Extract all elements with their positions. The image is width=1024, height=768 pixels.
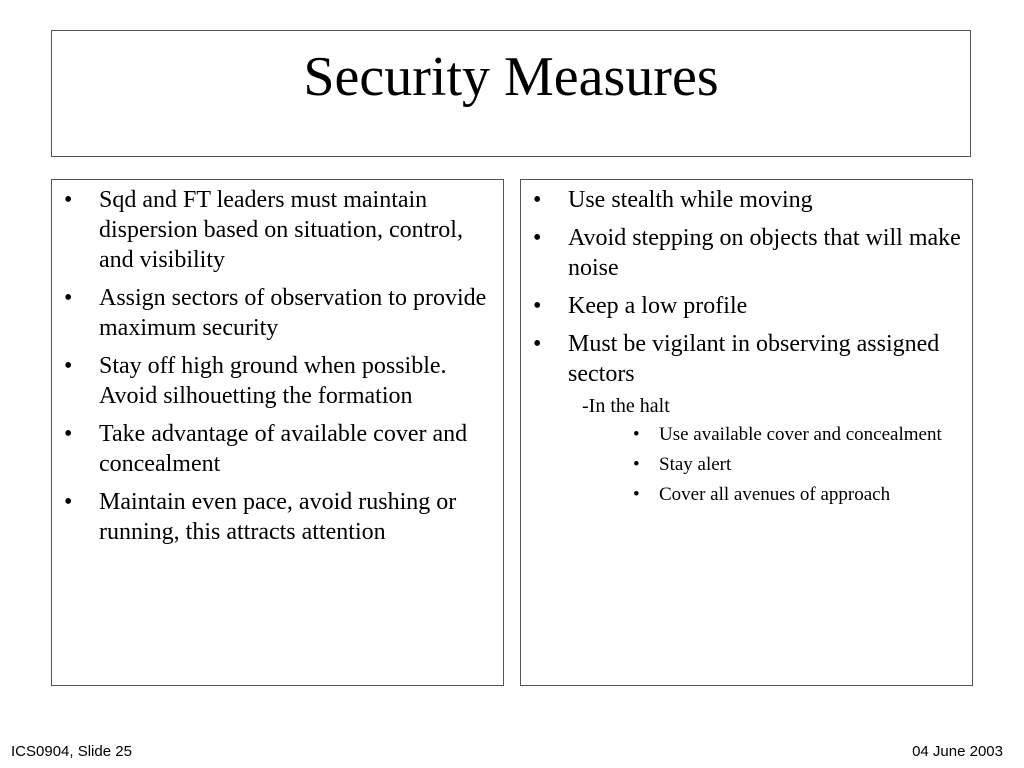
bullet-icon: • bbox=[633, 424, 640, 445]
sub-list-item-text: Stay alert bbox=[659, 454, 732, 475]
bullet-icon: • bbox=[64, 353, 73, 379]
bullet-icon: • bbox=[533, 187, 542, 213]
footer-date: 04 June 2003 bbox=[912, 743, 1003, 760]
left-bullet-list bbox=[52, 180, 503, 547]
list-item-text: Sqd and FT leaders must maintain dispersion based on situation, control, and visibility bbox=[99, 187, 463, 273]
list-item bbox=[52, 419, 503, 479]
bullet-icon: • bbox=[64, 285, 73, 311]
list-item bbox=[52, 351, 503, 411]
bullet-icon: • bbox=[533, 331, 542, 357]
list-item bbox=[521, 223, 972, 283]
halt-sub-bullet-list bbox=[521, 423, 972, 507]
sub-list-item bbox=[521, 423, 972, 447]
list-item-text: Take advantage of available cover and concealment bbox=[99, 421, 468, 477]
list-item-text: Avoid stepping on objects that will make noise bbox=[568, 225, 961, 281]
list-item bbox=[521, 291, 972, 321]
bullet-icon: • bbox=[64, 187, 73, 213]
list-item-text: Stay off high ground when possible. Avoid silhouetting the formation bbox=[99, 353, 458, 409]
bullet-icon: • bbox=[533, 293, 542, 319]
right-bullet-list bbox=[521, 180, 972, 389]
sub-list-item bbox=[521, 483, 972, 507]
list-item bbox=[521, 329, 972, 389]
list-item-text: Keep a low profile bbox=[568, 293, 748, 319]
list-item-text: Must be vigilant in observing assigned sectors bbox=[568, 331, 940, 387]
left-column bbox=[51, 179, 504, 686]
list-item bbox=[52, 283, 503, 343]
sub-list-item-text: Cover all avenues of approach bbox=[659, 484, 891, 505]
list-item bbox=[52, 185, 503, 275]
bullet-icon: • bbox=[633, 454, 640, 475]
right-column bbox=[520, 179, 973, 686]
footer-slide-id: ICS0904, Slide 25 bbox=[11, 743, 132, 760]
bullet-icon: • bbox=[64, 421, 73, 447]
slide-title: Security Measures bbox=[303, 46, 719, 108]
list-item-text: Maintain even pace, avoid rushing or running, this attracts attention bbox=[99, 489, 457, 545]
list-item bbox=[521, 185, 972, 215]
list-item bbox=[52, 487, 503, 547]
bullet-icon: • bbox=[633, 484, 640, 505]
bullet-icon: • bbox=[533, 225, 542, 251]
title-box bbox=[51, 30, 971, 157]
list-item-text: Assign sectors of observation to provide maximum security bbox=[99, 285, 487, 341]
sub-list-item-text: Use available cover and concealment bbox=[659, 424, 942, 445]
sub-list-item bbox=[521, 453, 972, 477]
list-item-text: Use stealth while moving bbox=[568, 187, 813, 213]
halt-subheading: -In the halt bbox=[582, 395, 670, 417]
bullet-icon: • bbox=[64, 489, 73, 515]
